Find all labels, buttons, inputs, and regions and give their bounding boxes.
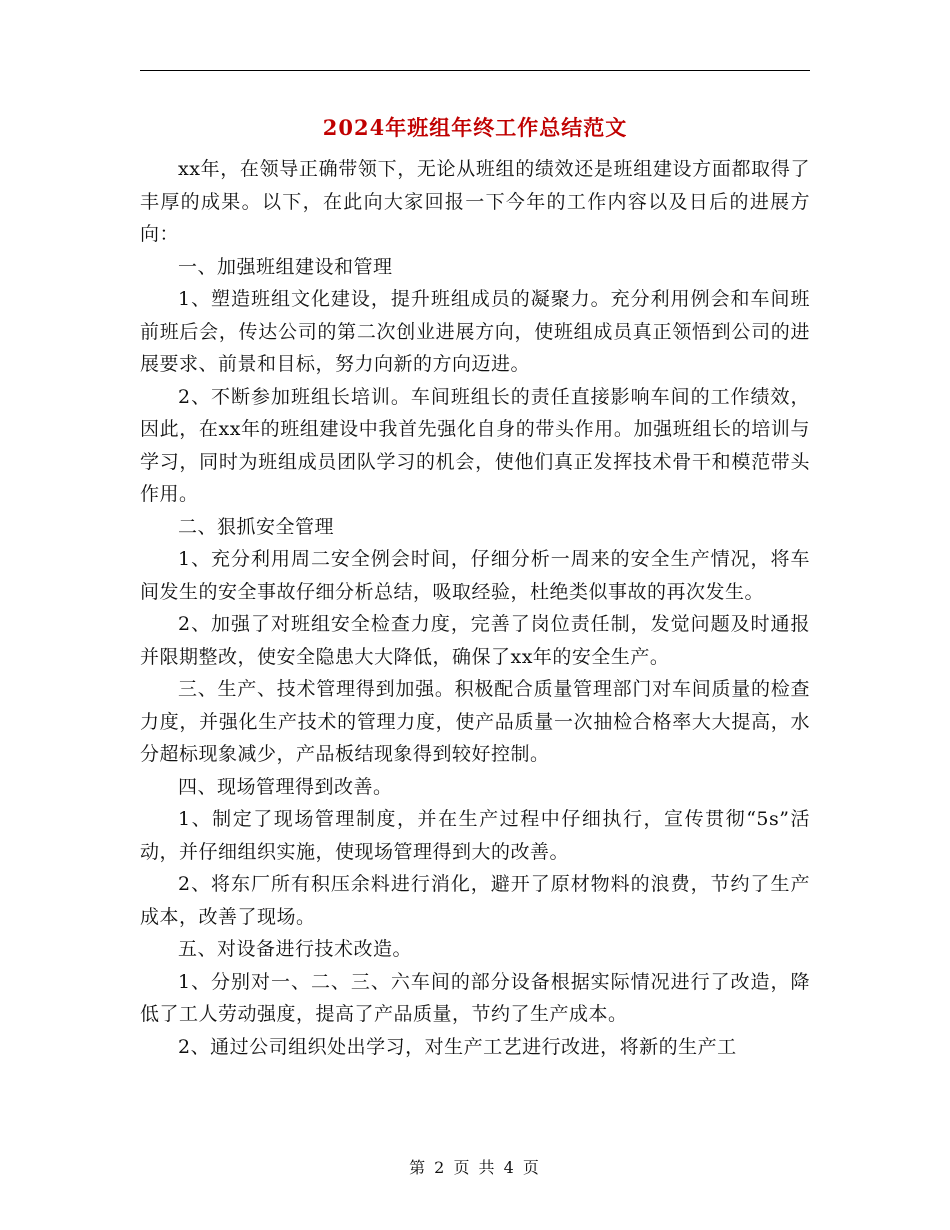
section-heading-2: 二、狠抓安全管理	[178, 515, 335, 538]
section-heading-5: 五、对设备进行技术改造。	[178, 938, 413, 960]
paragraph: 1、分别对一、二、三、六车间的部分设备根据实际情况进行了改造，降低了工人劳动强度，提高了产品质量，节约了生产成本。	[140, 970, 810, 1025]
document-body	[140, 153, 810, 1063]
paragraph: 1、充分利用周二安全例会时间，仔细分析一周来的安全生产情况，将车间发生的安全事故仔细分析总结，吸取经验，杜绝类似事故的再次发生。	[140, 548, 810, 603]
document-title: 2024年班组年终工作总结范文	[322, 115, 628, 140]
paragraph: 2、将东厂所有积压余料进行消化，避开了原材物料的浪费，节约了生产成本，改善了现场。	[140, 873, 810, 928]
section-heading-3: 三、生产、技术管理得到加强。积极配合质量管理部门对车间质量的检查力度，并强化生产技术的管理力度，使产品质量一次抽检合格率大大提高，水分超标现象减少，产品板结现象得到较好控制。	[140, 678, 810, 765]
header-rule	[140, 70, 810, 71]
section-heading-4: 四、现场管理得到改善。	[178, 775, 393, 798]
page-number-footer: 第 2 页 共 4 页	[409, 1158, 541, 1177]
paragraph: 2、加强了对班组安全检查力度，完善了岗位责任制，发觉问题及时通报并限期整改，使安全隐患大大降低，确保了xx年的安全生产。	[140, 613, 810, 668]
paragraph: 2、不断参加班组长培训。车间班组长的责任直接影响车间的工作绩效，因此，在xx年的班组建设中我首先强化自身的带头作用。加强班组长的培训与学习，同时为班组成员团队学习的机会，使他们真正发挥技术骨干和模范带头作用。	[140, 385, 810, 505]
paragraph-intro: xx年，在领导正确带领下，无论从班组的绩效还是班组建设方面都取得了丰厚的成果。以下，在此向大家回报一下今年的工作内容以及日后的进展方向：	[140, 158, 810, 245]
section-heading-1: 一、加强班组建设和管理	[178, 255, 393, 278]
paragraph: 1、制定了现场管理制度，并在生产过程中仔细执行，宣传贯彻“5s”活动，并仔细组织实施，使现场管理得到大的改善。	[140, 808, 810, 863]
paragraph: 1、塑造班组文化建设，提升班组成员的凝聚力。充分利用例会和车间班前班后会，传达公司的第二次创业进展方向，使班组成员真正领悟到公司的进展要求、前景和目标，努力向新的方向迈进。	[140, 288, 810, 375]
paragraph: 2、通过公司组织处出学习，对生产工艺进行改进，将新的生产工	[178, 1035, 737, 1058]
